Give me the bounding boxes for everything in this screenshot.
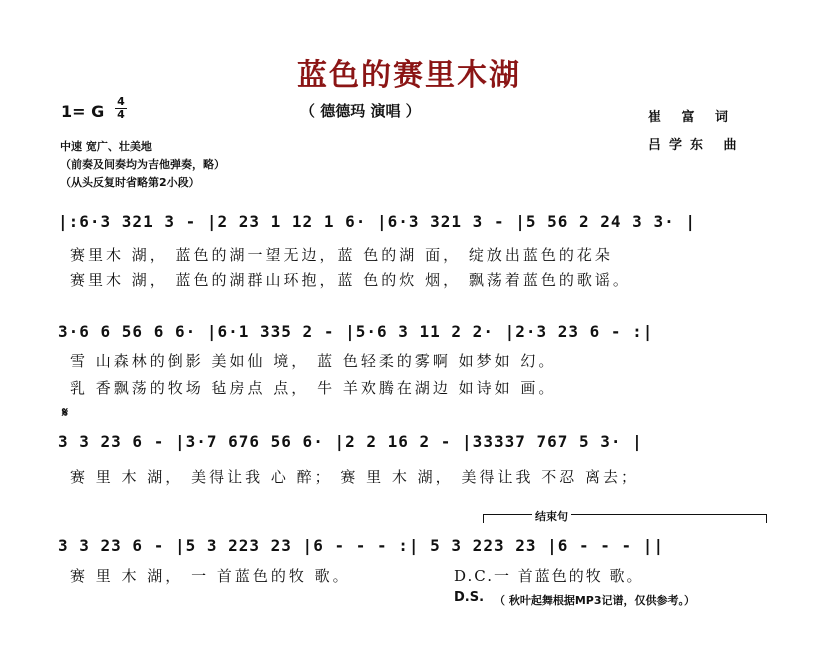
lyric-row-2-verse-2: 乳 香飘荡的牧场 毡房点 点， 牛 羊欢腾在湖边 如诗如 画。 [70,379,557,397]
time-signature-top: 4 [117,95,125,108]
dc-lyric: D.C.一 首蓝色的牧 歌。 [454,567,644,585]
coda-bracket [483,514,767,523]
tempo-marking: 中速 宽广、壮美地 [60,140,152,153]
time-signature [115,96,127,121]
music-row-3: 3 3 23 6 - |3·7 676 56 6· |2 2 16 2 - |33337 767 5 3· | [58,432,643,451]
lyricist: 崔 富 词 [648,110,737,125]
music-row-2: 3·6 6 56 6 6· |6·1 335 2 - |5·6 3 11 2 2· |2·3 23 6 - :| [58,322,654,341]
transcriber-note: （ 秋叶起舞根据MP3记谱，仅供参考。） [494,594,695,607]
key-signature: 1= G [61,102,105,121]
composer: 吕学东 曲 [648,138,745,153]
ds-mark: D.S. [454,590,485,605]
repeat-note: （从头反复时省略第2小段） [60,176,200,189]
music-row-4: 3 3 23 6 - |5 3 223 23 |6 - - - :| 5 3 223 23 |6 - - - || [58,536,665,555]
segno-sign: 𝄋 [62,405,69,421]
music-row-1: |:6·3 321 3 - |2 23 1 12 1 6· |6·3 321 3 - |5 56 2 24 3 3· | [58,212,696,231]
time-signature-bottom: 4 [115,108,127,121]
lyric-row-4: 赛 里 木 湖， 一 首蓝色的牧 歌。 [70,567,351,585]
song-title: 蓝色的赛里木湖 [297,58,521,93]
performer: （ 德德玛 演唱 ） [300,102,421,120]
coda-label: 结束句 [532,508,571,524]
intro-note: （前奏及间奏均为吉他弹奏，略） [60,158,225,171]
lyric-row-2-verse-1: 雪 山森林的倒影 美如仙 境， 蓝 色轻柔的雾啊 如梦如 幻。 [70,352,557,370]
lyric-row-1-verse-1: 赛里木 湖， 蓝色的湖一望无边，蓝 色的湖 面， 绽放出蓝色的花朵 [70,246,613,264]
lyric-row-1-verse-2: 赛里木 湖， 蓝色的湖群山环抱，蓝 色的炊 烟， 飘荡着蓝色的歌谣。 [70,271,631,289]
lyric-row-3: 赛 里 木 湖， 美得让我 心 醉； 赛 里 木 湖， 美得让我 不忍 离去； [70,468,639,486]
